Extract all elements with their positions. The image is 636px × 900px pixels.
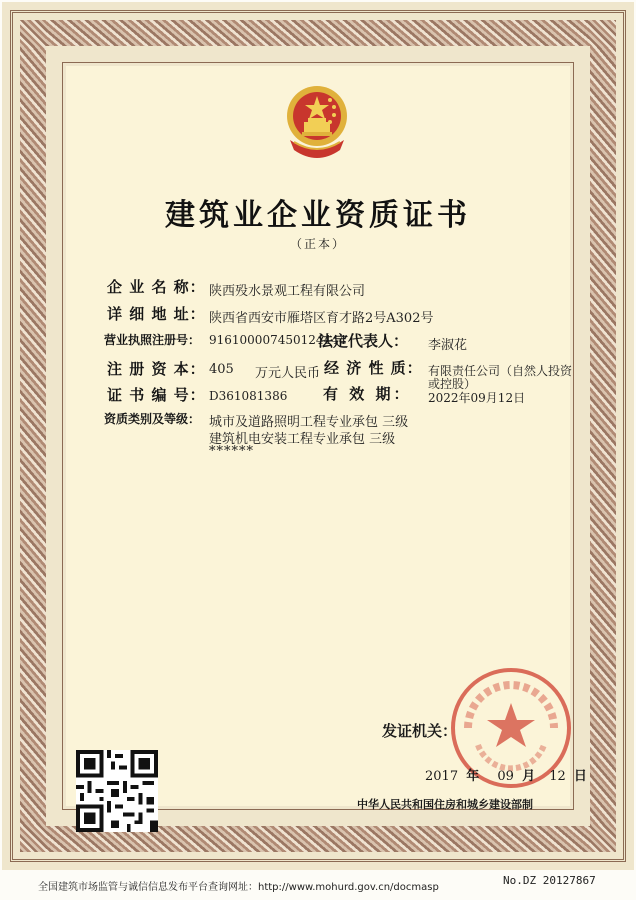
issuer-label: 发证机关： bbox=[382, 722, 458, 740]
issue-date-year: 2017 bbox=[425, 769, 459, 784]
issue-date-day: 12 bbox=[549, 769, 566, 784]
qualification-label: 资质类别及等级： bbox=[104, 412, 201, 426]
company-name-label: 企 业 名 称： bbox=[107, 278, 206, 296]
ministry-label: 中华人民共和国住房和城乡建设部制 bbox=[357, 798, 533, 811]
legal-rep-value: 李淑花 bbox=[428, 338, 468, 353]
national-emblem-icon bbox=[282, 80, 352, 166]
reg-no-label: 营业执照注册号： bbox=[104, 333, 201, 347]
certificate-subtitle: （正本） bbox=[289, 237, 346, 251]
issue-date-day-unit: 日 bbox=[573, 769, 587, 784]
capital-value: 405 bbox=[209, 362, 234, 377]
validity-value: 2022年09月12日 bbox=[428, 391, 526, 405]
footer-query-url: 全国建筑市场监管与诚信信息发布平台查询网址：http://www.mohurd.gov.cn/docmasp bbox=[38, 882, 439, 893]
legal-rep-label: 法定代表人： bbox=[318, 332, 409, 350]
econ-nature-value-line1: 有限责任公司（自然人投资 bbox=[428, 364, 573, 378]
cert-no-value: D361081386 bbox=[209, 389, 288, 403]
issue-date-year-unit: 年 bbox=[466, 769, 480, 784]
validity-label: 有 效 期： bbox=[323, 385, 412, 403]
econ-nature-value-line2: 或控股） bbox=[428, 377, 477, 391]
reg-no-value: 916100007450124444 bbox=[209, 333, 347, 347]
address-label: 详 细 地 址： bbox=[107, 305, 206, 323]
qualification-item: 建筑机电安装工程专业承包 三级 bbox=[209, 432, 396, 447]
cert-no-label: 证 书 编 号： bbox=[107, 386, 206, 404]
qr-code-icon[interactable] bbox=[76, 750, 158, 832]
company-name-value: 陕西殁水景观工程有限公司 bbox=[209, 284, 366, 299]
qualification-item: 城市及道路照明工程专业承包 三级 bbox=[209, 415, 409, 430]
certificate-serial: No.DZ 20127867 bbox=[503, 874, 596, 887]
econ-nature-label: 经 济 性 质： bbox=[324, 359, 423, 377]
certificate-title: 建筑业企业资质证书 bbox=[165, 198, 471, 233]
address-value: 陕西省西安市雁塔区育才路2号A302号 bbox=[209, 311, 434, 326]
issue-date bbox=[425, 765, 587, 784]
capital-label: 注 册 资 本： bbox=[107, 360, 206, 378]
issue-date-month-unit: 月 bbox=[522, 769, 536, 784]
qualification-item: ****** bbox=[209, 444, 254, 459]
issue-date-month: 09 bbox=[497, 769, 514, 784]
capital-unit: 万元人民币 bbox=[255, 366, 321, 381]
